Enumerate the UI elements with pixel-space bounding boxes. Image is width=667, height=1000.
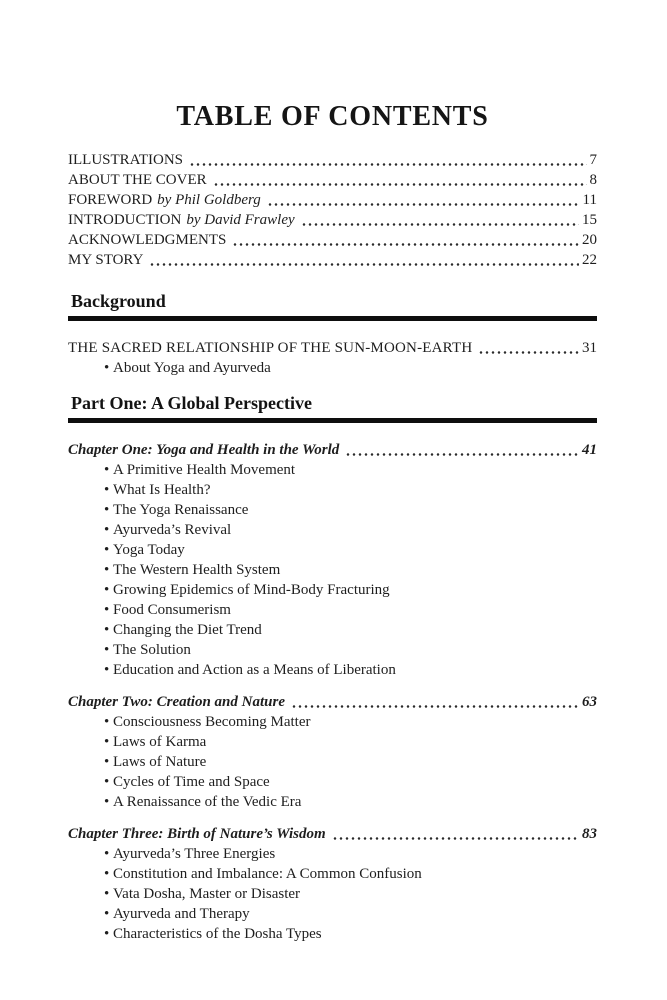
toc-entry-label: INTRODUCTION <box>68 212 182 228</box>
section-heading: Background <box>68 290 597 321</box>
toc-entry-page: 22 <box>582 252 597 268</box>
toc-entry-title <box>68 210 295 230</box>
toc-entry-title <box>68 190 261 210</box>
toc-subitem: • Vata Dosha, Master or Disaster <box>104 884 597 904</box>
toc-entry <box>68 338 597 358</box>
toc-entry-page: 31 <box>582 340 597 356</box>
toc-subitem: • The Western Health System <box>104 560 597 580</box>
toc-subitem: • Growing Epidemics of Mind-Body Fracturing <box>104 580 597 600</box>
toc-subitems-list <box>68 844 597 944</box>
toc-subitems-list <box>68 460 597 680</box>
leader-dots <box>478 351 579 354</box>
sections-container <box>68 290 597 944</box>
toc-entry-page: 63 <box>582 694 597 710</box>
toc-entry-title <box>68 150 183 170</box>
front-matter-entry <box>68 170 597 190</box>
toc-entry-title <box>68 824 326 844</box>
toc-entry-page: 20 <box>582 232 597 248</box>
toc-entry-label: ACKNOWLEDGMENTS <box>68 232 227 248</box>
leader-dots <box>291 705 579 708</box>
leader-dots <box>232 243 579 246</box>
toc-subitem: • Cycles of Time and Space <box>104 772 597 792</box>
front-matter-list <box>68 150 597 270</box>
toc-entry-title <box>68 250 143 270</box>
toc-subitem: • The Yoga Renaissance <box>104 500 597 520</box>
front-matter-entry <box>68 150 597 170</box>
toc-subitems-list <box>68 712 597 812</box>
toc-entry-label: Chapter Two: Creation and Nature <box>68 694 285 710</box>
toc-entry-title <box>68 170 207 190</box>
toc-subitem: • Laws of Karma <box>104 732 597 752</box>
leader-dots <box>213 183 587 186</box>
toc-entry-label: Chapter One: Yoga and Health in the World <box>68 442 340 458</box>
section-heading: Part One: A Global Perspective <box>68 392 597 423</box>
toc-entry <box>68 440 597 460</box>
toc-subitem: • Food Consumerism <box>104 600 597 620</box>
toc-subitem: • What Is Health? <box>104 480 597 500</box>
toc-subitem: • The Solution <box>104 640 597 660</box>
toc-section <box>68 392 597 944</box>
toc-subitem: • A Renaissance of the Vedic Era <box>104 792 597 812</box>
front-matter-entry <box>68 210 597 230</box>
leader-dots <box>301 223 579 226</box>
toc-entry-byline: by David Frawley <box>186 212 295 228</box>
leader-dots <box>332 837 579 840</box>
leader-dots <box>267 203 580 206</box>
toc-subitem: • Changing the Diet Trend <box>104 620 597 640</box>
toc-entry-page: 7 <box>589 152 597 168</box>
chapter-group <box>68 440 597 680</box>
leader-dots <box>149 263 579 266</box>
leader-dots <box>189 163 587 166</box>
toc-entry-page: 41 <box>582 442 597 458</box>
toc-entry <box>68 692 597 712</box>
toc-entry-page: 8 <box>589 172 597 188</box>
toc-subitem: • Consciousness Becoming Matter <box>104 712 597 732</box>
toc-subitem: • Characteristics of the Dosha Types <box>104 924 597 944</box>
toc-entry-title <box>68 440 339 460</box>
front-matter-entry <box>68 250 597 270</box>
toc-entry-label: ILLUSTRATIONS <box>68 152 183 168</box>
toc-entry-byline: by Phil Goldberg <box>157 192 261 208</box>
toc-subitems-list <box>68 358 597 378</box>
toc-subitem: • Ayurveda and Therapy <box>104 904 597 924</box>
toc-subitem: • Ayurveda’s Three Energies <box>104 844 597 864</box>
leader-dots <box>345 453 579 456</box>
page-title: TABLE OF CONTENTS <box>176 101 489 132</box>
chapter-group <box>68 338 597 378</box>
toc-entry-page: 15 <box>582 212 597 228</box>
toc-subitem: • About Yoga and Ayurveda <box>104 358 597 378</box>
section-entries <box>68 338 597 378</box>
front-matter-entry <box>68 190 597 210</box>
toc-entry-label: Chapter Three: Birth of Nature’s Wisdom <box>68 826 326 842</box>
toc-entry-label: ABOUT THE COVER <box>68 172 207 188</box>
chapter-group <box>68 692 597 812</box>
toc-subitem: • A Primitive Health Movement <box>104 460 597 480</box>
toc-entry-label: MY STORY <box>68 252 144 268</box>
section-entries <box>68 440 597 944</box>
toc-entry-label: THE SACRED RELATIONSHIP OF THE SUN-MOON-EARTH <box>68 340 473 356</box>
toc-subitem: • Laws of Nature <box>104 752 597 772</box>
chapter-group <box>68 824 597 944</box>
toc-section <box>68 290 597 378</box>
toc-entry-title <box>68 692 285 712</box>
toc-entry-page: 83 <box>582 826 597 842</box>
toc-subitem: • Education and Action as a Means of Liberation <box>104 660 597 680</box>
toc-entry <box>68 824 597 844</box>
toc-entry-label: FOREWORD <box>68 192 153 208</box>
toc-subitem: • Ayurveda’s Revival <box>104 520 597 540</box>
toc-subitem: • Yoga Today <box>104 540 597 560</box>
toc-entry-title <box>68 230 226 250</box>
toc-subitem: • Constitution and Imbalance: A Common Confusion <box>104 864 597 884</box>
front-matter-entry <box>68 230 597 250</box>
toc-entry-page: 11 <box>582 192 597 208</box>
toc-entry-title <box>68 338 472 358</box>
